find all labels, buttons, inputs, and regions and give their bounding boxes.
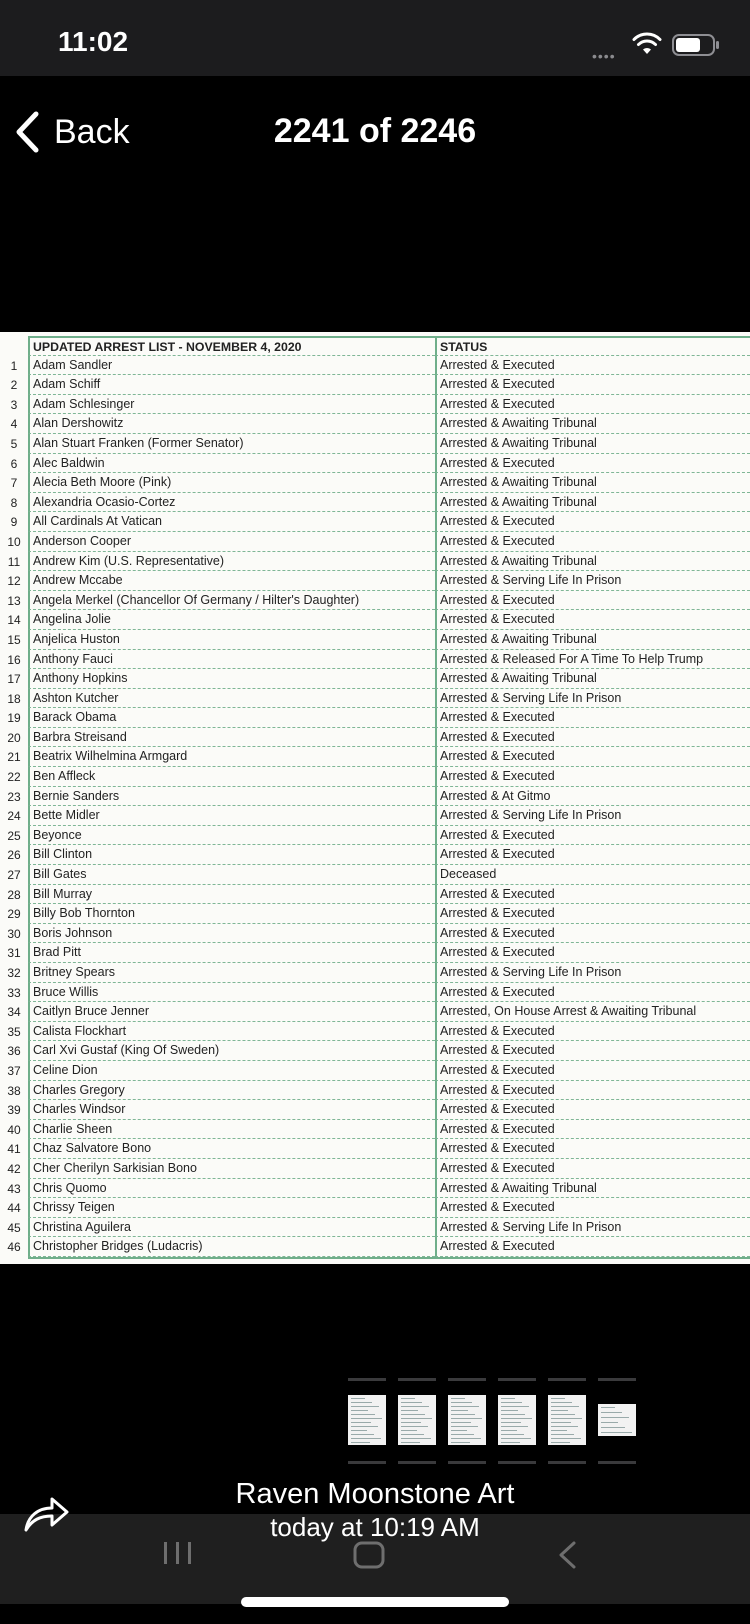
table-row xyxy=(0,493,750,513)
row-status: Arrested & Serving Life In Prison xyxy=(435,571,750,591)
thumbnail-line xyxy=(401,1406,429,1407)
row-number: 2 xyxy=(10,378,18,393)
status-bar xyxy=(0,0,750,76)
thumbnail-line xyxy=(351,1402,372,1403)
thumbnail-line xyxy=(601,1417,629,1418)
row-status: Arrested & At Gitmo xyxy=(435,787,750,807)
row-name: Charles Windsor xyxy=(28,1100,435,1120)
row-name: Celine Dion xyxy=(28,1061,435,1081)
thumbnail-line xyxy=(401,1410,418,1411)
table-row xyxy=(0,610,750,630)
thumbnail-line xyxy=(451,1434,474,1435)
table-row xyxy=(0,1100,750,1120)
row-status: Arrested & Executed xyxy=(435,375,750,395)
row-name: Ashton Kutcher xyxy=(28,689,435,709)
table-row xyxy=(0,512,750,532)
row-number: 26 xyxy=(7,848,21,863)
row-number: 34 xyxy=(7,1005,21,1020)
thumbnail-line xyxy=(401,1430,417,1431)
row-name: Carl Xvi Gustaf (King Of Sweden) xyxy=(28,1041,435,1061)
row-name: Bill Murray xyxy=(28,885,435,905)
row-number: 27 xyxy=(7,868,21,883)
thumbnail-line xyxy=(401,1422,421,1423)
row-number: 39 xyxy=(7,1103,21,1118)
row-name: Ben Affleck xyxy=(28,767,435,787)
row-name: Barack Obama xyxy=(28,708,435,728)
row-name: Angela Merkel (Chancellor Of Germany / Hilter's Daughter) xyxy=(28,591,435,611)
row-number: 25 xyxy=(7,828,21,843)
thumbnail-line xyxy=(451,1402,472,1403)
row-name: Chrissy Teigen xyxy=(28,1198,435,1218)
table-row xyxy=(0,1002,750,1022)
thumbnail-line xyxy=(351,1418,382,1419)
row-status: Arrested & Executed xyxy=(435,1081,750,1101)
row-name: Alan Stuart Franken (Former Senator) xyxy=(28,434,435,454)
thumbnail[interactable] xyxy=(348,1378,386,1464)
row-number: 10 xyxy=(7,534,21,549)
table-row xyxy=(0,767,750,787)
row-status: Arrested & Executed xyxy=(435,395,750,415)
table-row xyxy=(0,1218,750,1238)
thumbnail-line xyxy=(551,1406,579,1407)
table-row xyxy=(0,865,750,885)
thumbnail-line xyxy=(451,1414,475,1415)
thumbnail-line xyxy=(401,1402,422,1403)
thumbnail-line xyxy=(351,1438,381,1439)
row-name: Angelina Jolie xyxy=(28,610,435,630)
row-name: Britney Spears xyxy=(28,963,435,983)
table-row xyxy=(0,728,750,748)
row-status: Arrested & Serving Life In Prison xyxy=(435,689,750,709)
home-indicator[interactable] xyxy=(241,1597,509,1607)
thumbnail-page xyxy=(548,1395,586,1445)
thumbnail-line xyxy=(501,1430,517,1431)
thumbnail-strip xyxy=(348,1378,648,1466)
thumbnail-line xyxy=(351,1430,367,1431)
table-row xyxy=(0,963,750,983)
row-number: 11 xyxy=(7,554,21,569)
thumbnail-line xyxy=(351,1414,375,1415)
thumbnail-line xyxy=(451,1438,481,1439)
row-number: 23 xyxy=(7,789,21,804)
row-status: Arrested & Executed xyxy=(435,454,750,474)
thumbnail-line xyxy=(351,1398,365,1399)
thumbnail-line xyxy=(601,1412,622,1413)
thumbnail-line xyxy=(451,1430,467,1431)
row-number: 16 xyxy=(7,652,21,667)
thumbnail-page xyxy=(398,1395,436,1445)
row-status: Arrested & Executed xyxy=(435,591,750,611)
row-status: Arrested & Executed xyxy=(435,924,750,944)
table-row xyxy=(0,1198,750,1218)
status-time: 11:02 xyxy=(58,26,129,57)
thumbnail-line xyxy=(451,1398,465,1399)
thumbnail-line xyxy=(551,1426,578,1427)
table-row xyxy=(0,650,750,670)
row-name: Christina Aguilera xyxy=(28,1218,435,1238)
row-name: Bill Clinton xyxy=(28,845,435,865)
thumbnail-line xyxy=(501,1442,520,1443)
row-number: 43 xyxy=(7,1181,21,1196)
row-number: 42 xyxy=(7,1161,21,1176)
row-number: 38 xyxy=(7,1083,21,1098)
row-status: Arrested & Serving Life In Prison xyxy=(435,1218,750,1238)
thumbnail-line xyxy=(601,1427,625,1428)
row-name: Beatrix Wilhelmina Armgard xyxy=(28,747,435,767)
row-number: 17 xyxy=(7,672,21,687)
row-status: Arrested & Awaiting Tribunal xyxy=(435,414,750,434)
thumbnail-line xyxy=(501,1406,529,1407)
thumbnail-line xyxy=(451,1410,468,1411)
row-number: 4 xyxy=(10,417,18,432)
table-row xyxy=(0,375,750,395)
thumbnail-line xyxy=(551,1410,568,1411)
thumbnail-line xyxy=(401,1434,424,1435)
row-number: 15 xyxy=(7,632,21,647)
row-status: Arrested & Executed xyxy=(435,512,750,532)
row-number: 19 xyxy=(7,711,21,726)
row-status: Arrested & Executed xyxy=(435,885,750,905)
thumbnail-line xyxy=(501,1438,531,1439)
row-name: Anthony Hopkins xyxy=(28,669,435,689)
thumbnail-line xyxy=(351,1442,370,1443)
thumbnail-line xyxy=(401,1418,432,1419)
row-name: Beyonce xyxy=(28,826,435,846)
navigation-bar xyxy=(0,76,750,186)
row-name: Anjelica Huston xyxy=(28,630,435,650)
table-row xyxy=(0,689,750,709)
home-icon[interactable] xyxy=(352,1540,386,1570)
thumbnail-line xyxy=(601,1422,618,1423)
row-number: 12 xyxy=(7,574,21,589)
row-status: Arrested & Awaiting Tribunal xyxy=(435,630,750,650)
table-row xyxy=(0,1061,750,1081)
thumbnail-line xyxy=(451,1422,471,1423)
row-name: Christopher Bridges (Ludacris) xyxy=(28,1237,435,1257)
row-number: 6 xyxy=(10,456,18,471)
row-name: Boris Johnson xyxy=(28,924,435,944)
document-image[interactable] xyxy=(0,332,750,1264)
table-row xyxy=(0,924,750,944)
row-name: Anderson Cooper xyxy=(28,532,435,552)
back-arrow-icon[interactable] xyxy=(556,1540,578,1570)
row-name: Alec Baldwin xyxy=(28,454,435,474)
row-number: 32 xyxy=(7,966,21,980)
row-name: Alan Dershowitz xyxy=(28,414,435,434)
table-row xyxy=(0,454,750,474)
row-status: Arrested, On House Arrest & Awaiting Tribunal xyxy=(435,1002,750,1022)
row-status: Arrested & Executed xyxy=(435,1022,750,1042)
thumbnail-line xyxy=(551,1418,582,1419)
table-row xyxy=(0,708,750,728)
table-row xyxy=(0,591,750,611)
row-status: Arrested & Executed xyxy=(435,1139,750,1159)
row-number: 22 xyxy=(7,770,21,785)
table-header xyxy=(0,336,750,356)
thumbnail-line xyxy=(501,1398,515,1399)
row-name: Billy Bob Thornton xyxy=(28,904,435,924)
table-row xyxy=(0,826,750,846)
thumbnail-line xyxy=(501,1414,525,1415)
table-row xyxy=(0,1237,750,1257)
row-number: 37 xyxy=(7,1063,21,1078)
row-status: Arrested & Executed xyxy=(435,1120,750,1140)
recent-apps-icon[interactable] xyxy=(162,1540,194,1566)
table-row xyxy=(0,904,750,924)
table-row xyxy=(0,571,750,591)
row-number: 35 xyxy=(7,1024,21,1039)
table-row xyxy=(0,414,750,434)
row-name: Calista Flockhart xyxy=(28,1022,435,1042)
row-name: Brad Pitt xyxy=(28,943,435,963)
battery-icon xyxy=(672,34,720,56)
thumbnail-line xyxy=(551,1422,571,1423)
row-number: 40 xyxy=(7,1122,21,1137)
table-row xyxy=(0,1179,750,1199)
row-status: Arrested & Executed xyxy=(435,532,750,552)
table-row xyxy=(0,434,750,454)
row-status: Arrested & Executed xyxy=(435,1237,750,1257)
row-number: 14 xyxy=(7,613,21,628)
row-status: Arrested & Executed xyxy=(435,767,750,787)
row-number: 31 xyxy=(7,946,21,961)
row-name: All Cardinals At Vatican xyxy=(28,512,435,532)
row-status: Arrested & Executed xyxy=(435,845,750,865)
thumbnail-line xyxy=(501,1402,522,1403)
row-name: Barbra Streisand xyxy=(28,728,435,748)
row-status: Arrested & Executed xyxy=(435,356,750,376)
row-number: 33 xyxy=(7,985,21,1000)
row-name: Adam Schlesinger xyxy=(28,395,435,415)
row-number: 46 xyxy=(7,1240,21,1255)
row-status: Arrested & Executed xyxy=(435,747,750,767)
thumbnail-line xyxy=(601,1432,632,1433)
table-row xyxy=(0,845,750,865)
row-name: Bernie Sanders xyxy=(28,787,435,807)
row-name: Chris Quomo xyxy=(28,1179,435,1199)
thumbnail-line xyxy=(401,1426,428,1427)
row-number: 3 xyxy=(10,397,18,412)
row-status: Deceased xyxy=(435,865,750,885)
thumbnail-line xyxy=(551,1434,574,1435)
row-status: Arrested & Executed xyxy=(435,1198,750,1218)
thumbnail-line xyxy=(451,1406,479,1407)
table-row xyxy=(0,1081,750,1101)
row-status: Arrested & Awaiting Tribunal xyxy=(435,493,750,513)
thumbnail-line xyxy=(351,1434,374,1435)
thumbnail-page xyxy=(598,1404,636,1436)
thumbnail-line xyxy=(451,1426,478,1427)
row-status: Arrested & Executed xyxy=(435,1061,750,1081)
thumbnail-line xyxy=(401,1398,415,1399)
thumbnail[interactable] xyxy=(448,1378,486,1464)
table-row xyxy=(0,1120,750,1140)
row-status: Arrested & Executed xyxy=(435,708,750,728)
thumbnail-line xyxy=(551,1402,572,1403)
row-number: 36 xyxy=(7,1044,21,1059)
row-number: 29 xyxy=(7,907,21,922)
row-status: Arrested & Executed xyxy=(435,1159,750,1179)
thumbnail-line xyxy=(351,1410,368,1411)
row-name: Charlie Sheen xyxy=(28,1120,435,1140)
row-status: Arrested & Awaiting Tribunal xyxy=(435,434,750,454)
table-row xyxy=(0,1159,750,1179)
caption-subtitle: today at 10:19 AM xyxy=(270,1512,480,1542)
row-status: Arrested & Serving Life In Prison xyxy=(435,806,750,826)
row-name: Cher Cherilyn Sarkisian Bono xyxy=(28,1159,435,1179)
table-row xyxy=(0,806,750,826)
table-row xyxy=(0,552,750,572)
table-row xyxy=(0,1139,750,1159)
row-name: Adam Sandler xyxy=(28,356,435,376)
table-row xyxy=(0,669,750,689)
row-name: Charles Gregory xyxy=(28,1081,435,1101)
thumbnail-line xyxy=(551,1430,567,1431)
row-name: Caitlyn Bruce Jenner xyxy=(28,1002,435,1022)
wifi-icon xyxy=(632,32,662,56)
table-row xyxy=(0,473,750,493)
row-name: Adam Schiff xyxy=(28,375,435,395)
row-name: Andrew Mccabe xyxy=(28,571,435,591)
row-status: Arrested & Released For A Time To Help Trump xyxy=(435,650,750,670)
thumbnail-line xyxy=(551,1398,565,1399)
back-label: Back xyxy=(54,112,130,151)
thumbnail-line xyxy=(501,1418,532,1419)
row-number: 41 xyxy=(7,1142,21,1157)
row-number: 18 xyxy=(7,691,21,706)
row-status: Arrested & Serving Life In Prison xyxy=(435,963,750,983)
thumbnail-page xyxy=(448,1395,486,1445)
table-row xyxy=(0,747,750,767)
row-name: Bruce Willis xyxy=(28,983,435,1003)
row-status: Arrested & Awaiting Tribunal xyxy=(435,473,750,493)
row-number: 1 xyxy=(10,358,18,373)
row-number: 28 xyxy=(7,887,21,902)
row-number: 45 xyxy=(7,1220,21,1235)
row-number: 7 xyxy=(10,476,18,491)
table-row xyxy=(0,787,750,807)
thumbnail-line xyxy=(451,1442,470,1443)
thumbnail-line xyxy=(551,1442,570,1443)
thumbnail-line xyxy=(351,1422,371,1423)
row-status: Arrested & Executed xyxy=(435,943,750,963)
table-row xyxy=(0,532,750,552)
row-number: 44 xyxy=(7,1201,21,1216)
row-status: Arrested & Executed xyxy=(435,904,750,924)
signal-icon: •••• xyxy=(592,48,616,64)
table-row xyxy=(0,1022,750,1042)
thumbnail-line xyxy=(451,1418,482,1419)
thumbnail[interactable] xyxy=(598,1378,636,1464)
table-row xyxy=(0,630,750,650)
row-status: Arrested & Awaiting Tribunal xyxy=(435,1179,750,1199)
header-status: STATUS xyxy=(435,336,750,356)
row-status: Arrested & Executed xyxy=(435,1100,750,1120)
row-name: Alecia Beth Moore (Pink) xyxy=(28,473,435,493)
thumbnail-line xyxy=(351,1406,379,1407)
thumbnail-line xyxy=(501,1434,524,1435)
row-status: Arrested & Executed xyxy=(435,983,750,1003)
table-bottom-border xyxy=(28,1257,750,1259)
row-status: Arrested & Awaiting Tribunal xyxy=(435,669,750,689)
thumbnail-line xyxy=(501,1426,528,1427)
row-name: Andrew Kim (U.S. Representative) xyxy=(28,552,435,572)
table-row xyxy=(0,356,750,376)
row-status: Arrested & Executed xyxy=(435,1041,750,1061)
row-status: Arrested & Awaiting Tribunal xyxy=(435,552,750,572)
thumbnail[interactable] xyxy=(398,1378,436,1464)
thumbnail-line xyxy=(551,1438,581,1439)
row-status: Arrested & Executed xyxy=(435,728,750,748)
row-name: Chaz Salvatore Bono xyxy=(28,1139,435,1159)
row-number: 21 xyxy=(7,750,21,765)
thumbnail-line xyxy=(501,1422,521,1423)
row-status: Arrested & Executed xyxy=(435,826,750,846)
caption-title: Raven Moonstone Art xyxy=(235,1478,515,1510)
row-number: 30 xyxy=(7,926,21,941)
row-name: Alexandria Ocasio-Cortez xyxy=(28,493,435,513)
thumbnail-line xyxy=(401,1442,420,1443)
row-number: 8 xyxy=(10,495,18,510)
thumbnail-line xyxy=(601,1407,615,1408)
table-row xyxy=(0,885,750,905)
thumbnail[interactable] xyxy=(548,1378,586,1464)
thumbnail-page xyxy=(348,1395,386,1445)
row-name: Bette Midler xyxy=(28,806,435,826)
row-number: 20 xyxy=(7,730,21,745)
document-table xyxy=(0,336,750,1257)
table-row xyxy=(0,1041,750,1061)
thumbnail-line xyxy=(401,1414,425,1415)
row-name: Bill Gates xyxy=(28,865,435,885)
row-name: Anthony Fauci xyxy=(28,650,435,670)
thumbnail-line xyxy=(501,1410,518,1411)
header-name: UPDATED ARREST LIST - NOVEMBER 4, 2020 xyxy=(28,336,435,356)
row-number: 24 xyxy=(7,809,21,824)
row-number: 5 xyxy=(10,436,18,451)
thumbnail-page xyxy=(498,1395,536,1445)
thumbnail-line xyxy=(401,1438,431,1439)
row-number: 9 xyxy=(10,515,18,530)
thumbnail[interactable] xyxy=(498,1378,536,1464)
table-row xyxy=(0,395,750,415)
thumbnail-line xyxy=(351,1426,378,1427)
table-row xyxy=(0,983,750,1003)
row-number: 13 xyxy=(7,593,21,608)
thumbnail-line xyxy=(551,1414,575,1415)
row-status: Arrested & Executed xyxy=(435,610,750,630)
table-row xyxy=(0,943,750,963)
page-title: 2241 of 2246 xyxy=(273,112,477,150)
